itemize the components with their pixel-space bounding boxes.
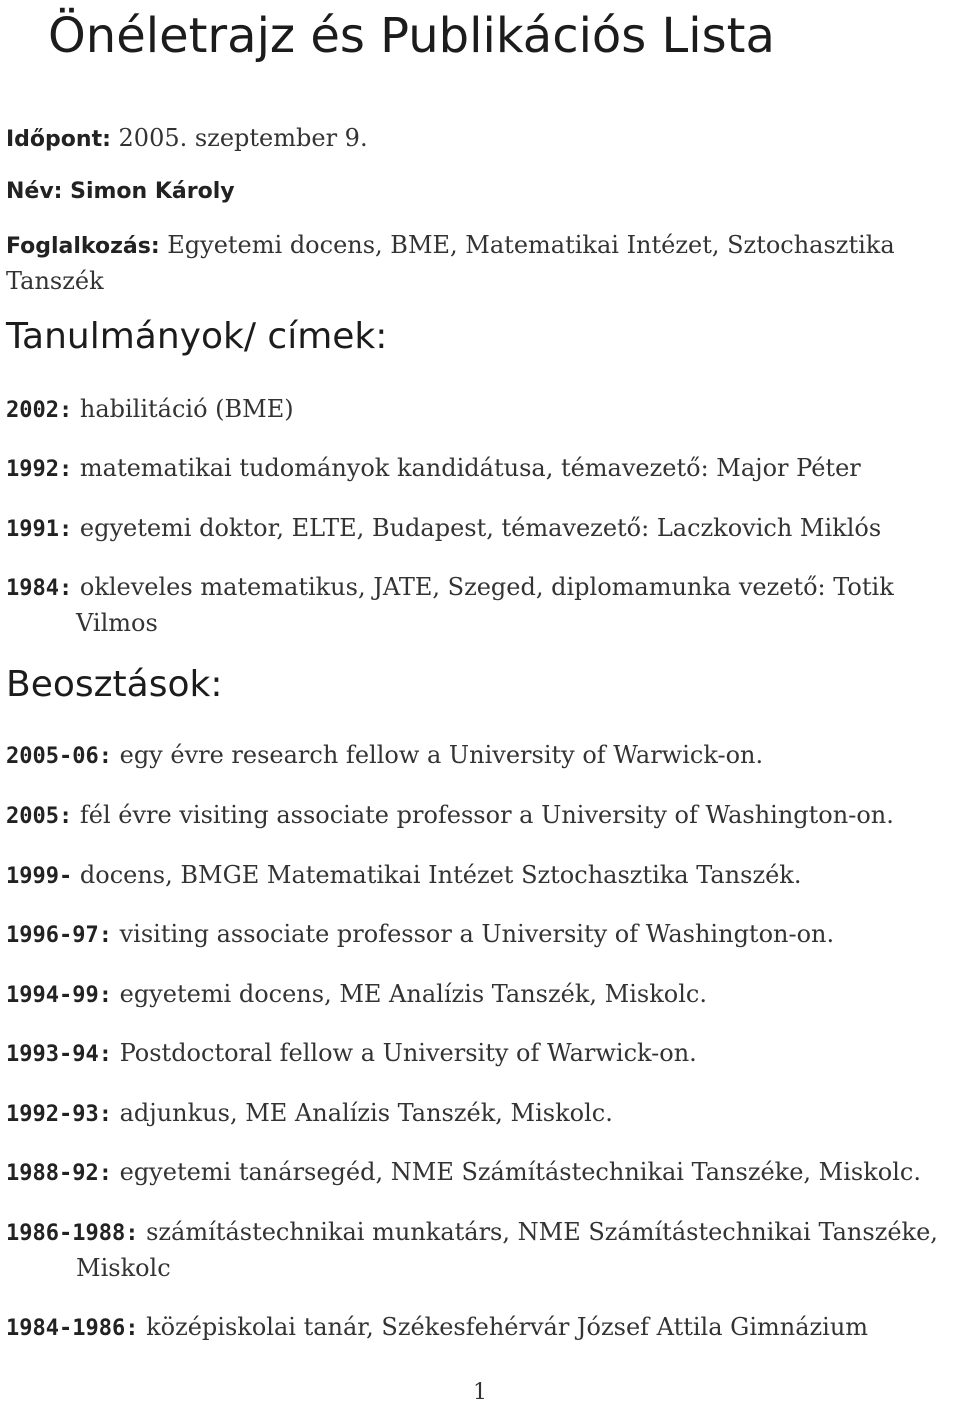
- position-item: [6, 1036, 697, 1072]
- position-text-continued: Miskolc: [76, 1254, 171, 1282]
- field-name: [6, 176, 235, 204]
- position-item: [6, 738, 763, 774]
- field-label: Időpont:: [6, 127, 111, 152]
- study-item: [6, 570, 894, 641]
- position-text: egyetemi tanársegéd, NME Számítástechnikai Tanszéke, Miskolc.: [119, 1158, 921, 1186]
- position-text: Postdoctoral fellow a University of Warwick-on.: [119, 1039, 697, 1067]
- position-text: visiting associate professor a University of Washington-on.: [119, 920, 835, 948]
- study-year: 1984:: [6, 576, 73, 601]
- position-year: 2005-06:: [6, 744, 112, 769]
- study-year: 1991:: [6, 517, 73, 542]
- study-year: 1992:: [6, 457, 73, 482]
- position-item: [6, 798, 894, 834]
- position-item: [6, 1155, 921, 1191]
- position-item: [6, 917, 834, 953]
- position-item: [6, 1096, 613, 1132]
- field-label: Foglalkozás:: [6, 234, 160, 259]
- position-year: 1986-1988:: [6, 1221, 139, 1246]
- study-item: [6, 451, 861, 487]
- position-text: adjunkus, ME Analízis Tanszék, Miskolc.: [119, 1099, 613, 1127]
- field-occupation: [6, 228, 954, 299]
- position-item: [6, 1310, 868, 1346]
- position-year: 1984-1986:: [6, 1316, 139, 1341]
- field-date: [6, 124, 368, 152]
- position-year: 1992-93:: [6, 1102, 112, 1127]
- study-text: matematikai tudományok kandidátusa, témavezető: Major Péter: [79, 454, 861, 482]
- page-number: 1: [473, 1380, 487, 1405]
- section-heading-positions: Beosztások:: [6, 664, 223, 705]
- field-value: Egyetemi docens, BME, Matematikai Intézet, Sztochasztika Tanszék: [6, 231, 895, 295]
- study-text: okleveles matematikus, JATE, Szeged, diplomamunka vezető: Totik: [79, 573, 894, 601]
- position-item: [6, 858, 801, 894]
- section-heading-studies: Tanulmányok/ címek:: [6, 316, 388, 357]
- position-text: egyetemi docens, ME Analízis Tanszék, Miskolc.: [119, 980, 707, 1008]
- position-year: 1999-: [6, 864, 73, 889]
- study-text: habilitáció (BME): [79, 395, 294, 423]
- field-value: Simon Károly: [70, 179, 235, 204]
- position-text: számítástechnikai munkatárs, NME Számítástechnikai Tanszéke,: [146, 1218, 938, 1246]
- position-text: docens, BMGE Matematikai Intézet Sztochasztika Tanszék.: [79, 861, 802, 889]
- position-year: 1988-92:: [6, 1161, 112, 1186]
- study-item: [6, 392, 294, 428]
- position-year: 1996-97:: [6, 923, 112, 948]
- position-text: középiskolai tanár, Székesfehérvár József Attila Gimnázium: [146, 1313, 869, 1341]
- study-item: [6, 511, 881, 547]
- study-year: 2002:: [6, 398, 73, 423]
- position-text: egy évre research fellow a University of Warwick-on.: [119, 741, 764, 769]
- position-item: [6, 1215, 938, 1286]
- study-text: egyetemi doktor, ELTE, Budapest, témavezető: Laczkovich Miklós: [79, 514, 882, 542]
- page-title: Önéletrajz és Publikációs Lista: [48, 8, 775, 64]
- position-text: fél évre visiting associate professor a University of Washington-on.: [79, 801, 894, 829]
- field-value: 2005. szeptember 9.: [118, 124, 368, 152]
- position-year: 1994-99:: [6, 983, 112, 1008]
- position-year: 1993-94:: [6, 1042, 112, 1067]
- study-text-continued: Vilmos: [76, 609, 158, 637]
- position-item: [6, 977, 707, 1013]
- field-label: Név:: [6, 179, 63, 204]
- position-year: 2005:: [6, 804, 73, 829]
